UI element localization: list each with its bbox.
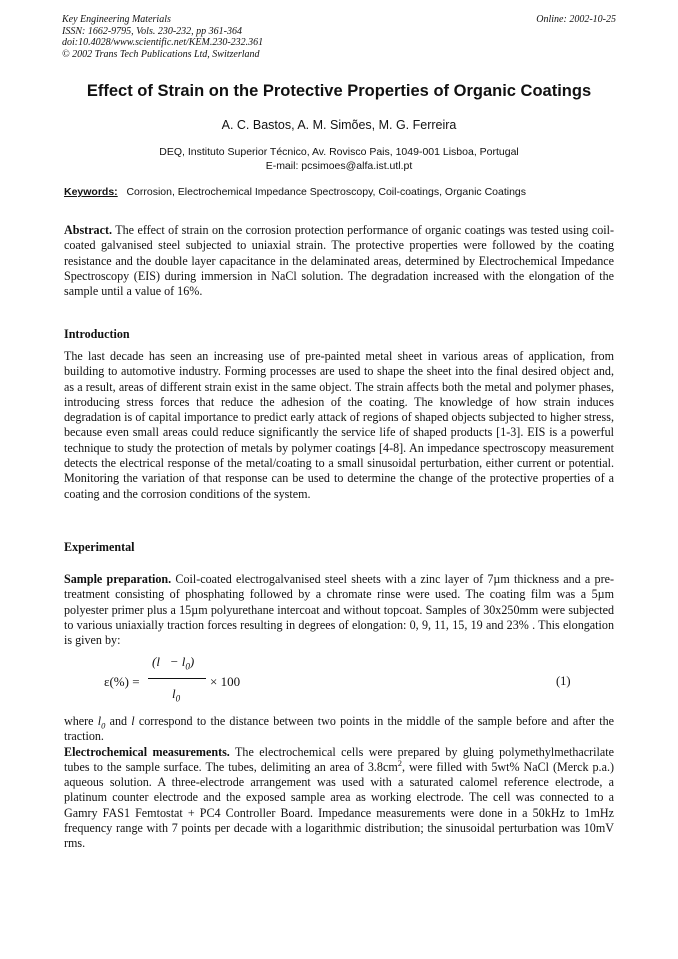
numerator-open: (l	[152, 654, 160, 669]
paper-title: Effect of Strain on the Protective Properties of Organic Coatings	[86, 82, 592, 100]
numerator-close: )	[189, 654, 195, 669]
equation-number: (1)	[556, 674, 571, 688]
electrochemical-text-2: , were filled with 5wt% NaCl (Merck p.a.) aqueous solution. A three-electrode arrangement was used with a saturated calomel reference electrode, a platinum counter electrode and the exposed sample area as working electrode. The cell was connected to a Gamry FAS1 Femtostat + PC4 Controller Board. Impedance measurements were done in a 50kHz to 1mHz frequency range with 7 points per decade with a logarithmic distribution; the sinusoidal perturbation was 10mV rms.	[64, 759, 614, 851]
electrochemical-paragraph	[64, 745, 614, 852]
l-symbol: l	[131, 714, 135, 728]
experimental-heading: Experimental	[64, 540, 135, 554]
fraction-bar	[148, 678, 206, 679]
equation-numerator	[152, 654, 194, 670]
sample-preparation-text: Coil-coated electrogalvanised steel sheets with a zinc layer of 7µm thickness and a pre-treatment consisting of phosphating followed by a chromate rinse were used. The coating film was a 5µm polyester primer plus a 15µm polyurethane intercoat and without topcoat. Samples of 30x250mm were subjected to various uniaxially traction forces resulting in degrees of elongation: 0, 9, 11, 15, 19 and 23% . This elongation is given by:	[64, 572, 614, 648]
abstract-paragraph	[64, 223, 614, 299]
equation-multiplier: × 100	[210, 674, 241, 689]
and-text: and	[109, 714, 128, 728]
introduction-heading: Introduction	[64, 327, 130, 341]
abstract-label: Abstract.	[64, 223, 113, 237]
denominator-symbol: l	[172, 686, 176, 701]
numerator-subscript: 0	[185, 661, 190, 672]
electrochemical-label: Electrochemical measurements.	[64, 744, 230, 759]
keywords-text: Corrosion, Electrochemical Impedance Spectroscopy, Coil-coatings, Organic Coatings	[126, 186, 527, 198]
numerator-minus: − l	[169, 654, 186, 669]
keywords-label: Keywords:	[64, 186, 118, 198]
online-date: Online: 2002-10-25	[536, 14, 616, 25]
journal-name: Key Engineering Materials	[62, 14, 171, 25]
journal-copyright: © 2002 Trans Tech Publications Ltd, Switzerland	[62, 48, 260, 60]
l0-symbol	[97, 714, 106, 731]
abstract-text: The effect of strain on the corrosion protection performance of organic coatings was tested using coil-coated galvanised steel subjected to uniaxial strain. The protective properties were followed by the coating resistance and the double layer capacitance in the delaminated areas, determined by Electrochemical Impedance Spectroscopy (EIS) during immersion in NaCl solution. The degradation increased with the elongation of the sample until a value of 16%.	[64, 223, 614, 299]
journal-doi[interactable]: doi:10.4028/www.scientific.net/KEM.230-232.361	[62, 37, 264, 48]
author-list: A. C. Bastos, A. M. Simões, M. G. Ferreira	[221, 118, 457, 132]
l0-subscript: 0	[101, 720, 106, 731]
affiliation-block	[40, 145, 638, 173]
area-superscript: 2	[397, 757, 402, 768]
affiliation: DEQ, Instituto Superior Técnico, Av. Rovisco Pais, 1049-001 Lisboa, Portugal	[159, 146, 519, 158]
equation-denominator	[172, 686, 180, 702]
electrochemical-text-1: The electrochemical cells were prepared by gluing polymethylmethacrilate tubes to the sample surface. The tubes, delimiting an area of 3.8cm	[64, 744, 614, 774]
contact-email[interactable]: E-mail: pcsimoes@alfa.ist.utl.pt	[265, 160, 413, 172]
introduction-paragraph: The last decade has seen an increasing use of pre-painted metal sheet in various areas of application, from building to automotive industry. Forming processes are used to shape the sheet into the final desired object and, as a result, areas of different strain exist in the same object. The strain affects both the metal and polymer phases, introducing stress forces that reduce the adhesion of the coating. The knowledge of how strain induces degradation is of capital importance to predict early attack of regions of shaped objects subjected to higher stress, because even small areas could reduce significantly the service life of shaped products [1-3]. EIS is a powerful technique to study the protection of metals by polymer coatings [4-8]. An impedance spectroscopy measurement detects the electrical response of the metal/coating to a small sinusoidal perturbation, either current or potential. Monitoring the variation of that response can be used to determine the change of the protective properties of a coating and the corrosion conditions of the system.	[64, 349, 614, 501]
equation-lhs: ε(%) =	[104, 674, 140, 689]
denominator-subscript: 0	[175, 693, 181, 704]
journal-info	[62, 14, 263, 60]
sample-preparation-label: Sample preparation.	[64, 572, 172, 586]
sample-preparation-paragraph	[64, 572, 614, 648]
journal-header	[62, 14, 616, 60]
keywords-line	[64, 186, 624, 198]
where-text: where	[64, 714, 94, 728]
l0-letter: l	[97, 714, 102, 728]
experimental-continued	[64, 714, 614, 852]
journal-issn: ISSN: 1662-9795, Vols. 230-232, pp 361-364	[62, 25, 242, 37]
where-continuation: correspond to the distance between two points in the middle of the sample before and after the traction.	[64, 714, 614, 744]
equation-explanation	[64, 714, 614, 745]
